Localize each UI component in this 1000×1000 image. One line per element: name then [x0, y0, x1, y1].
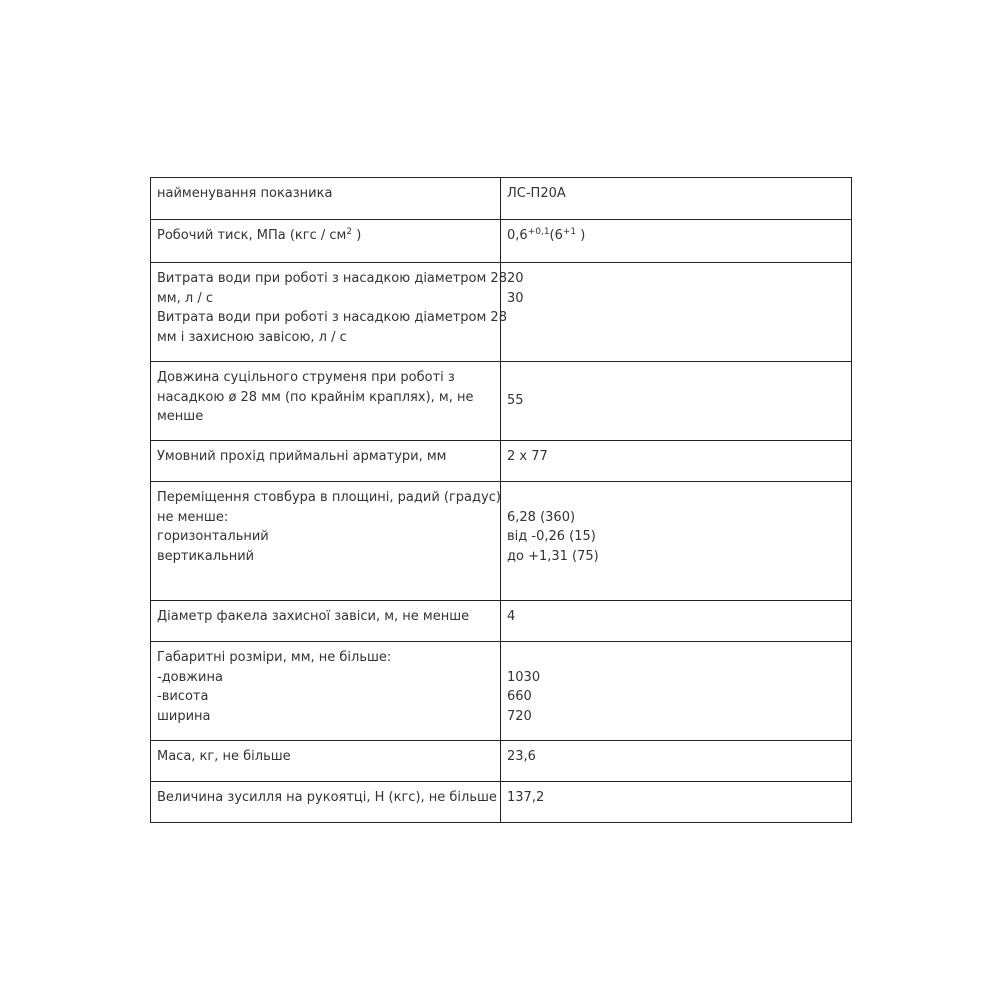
- value-text: до +1,31 (75): [507, 548, 599, 564]
- label-text: -довжина: [157, 669, 223, 685]
- value-spacer: [507, 648, 845, 668]
- label-cell: [151, 482, 501, 601]
- value-text: 55: [507, 393, 524, 409]
- label-text: Витрата води при роботі з насадкою діаметром 28: [157, 310, 507, 325]
- label-cell: [151, 741, 501, 782]
- value-superscript-1: +0,1: [527, 227, 550, 237]
- label-cell: [151, 441, 501, 482]
- value-superscript-2: +1: [562, 227, 577, 237]
- value-spacer: [507, 488, 845, 508]
- value-tail: ): [576, 228, 586, 243]
- label-text: Габаритні розміри, мм, не більше:: [157, 650, 392, 665]
- label-cell: [151, 263, 507, 362]
- value-cell: [501, 178, 852, 220]
- label-superscript: 2: [346, 227, 353, 237]
- value-text: 20: [507, 271, 524, 286]
- table-row: [151, 362, 852, 441]
- label-cell: [151, 782, 501, 823]
- label-text: мм, л / с: [157, 290, 213, 306]
- value-cell: [501, 642, 852, 741]
- label-cell: [151, 220, 501, 263]
- label-text: ширина: [157, 708, 211, 724]
- value-text: від -0,26 (15): [507, 529, 596, 544]
- label-text: Умовний прохід приймальні арматури, мм: [157, 449, 447, 464]
- label-text: -висота: [157, 689, 209, 704]
- table-row: [151, 741, 852, 782]
- label-main: Робочий тиск, МПа (кгс / см: [157, 228, 347, 243]
- value-text: 720: [507, 708, 532, 724]
- table-row: [151, 220, 852, 263]
- value-text: 23,6: [507, 749, 536, 764]
- specs-table: [150, 177, 852, 823]
- label-text: Витрата води при роботі з насадкою діаметром 28: [157, 271, 507, 286]
- label-text: горизонтальний: [157, 529, 269, 544]
- value-text: 30: [507, 290, 524, 306]
- label-text: Діаметр факела захисної завіси, м, не менше: [157, 609, 470, 624]
- label-cell: [151, 362, 501, 441]
- value-cell: [501, 741, 852, 782]
- label-cell: [151, 601, 501, 642]
- label-text: мм і захисною завісою, л / с: [157, 329, 347, 345]
- label-text: Переміщення стовбура в площині, радий (градус): [157, 490, 501, 505]
- label-cell: [151, 178, 501, 220]
- label-text: Маса, кг, не більше: [157, 749, 291, 764]
- label-text: Довжина суцільного струменя при роботі з: [157, 370, 455, 385]
- value-text: ЛС-П20А: [507, 186, 566, 201]
- value-text: 137,2: [507, 790, 545, 805]
- label-text: не менше:: [157, 509, 229, 525]
- value-cell: [501, 782, 852, 823]
- table-row: [151, 178, 852, 220]
- label-text: [157, 226, 494, 246]
- label-text: Величина зусилля на рукоятці, Н (кгс), не більше: [157, 790, 497, 805]
- label-text: вертикальний: [157, 548, 255, 564]
- value-cell: [501, 362, 852, 441]
- value-text: [507, 226, 845, 246]
- label-text: найменування показника: [157, 186, 333, 201]
- value-text: 6,28 (360): [507, 509, 576, 525]
- value-cell: [501, 482, 852, 601]
- value-cell: [501, 441, 852, 482]
- label-tail: ): [352, 228, 362, 243]
- value-cell: [501, 220, 852, 263]
- value-cell: [501, 601, 852, 642]
- label-text: менше: [157, 409, 204, 424]
- table-row: [151, 482, 852, 601]
- table-row: [151, 441, 852, 482]
- table-row: [151, 782, 852, 823]
- table-row: [151, 263, 852, 362]
- value-main: 0,6: [507, 228, 528, 243]
- value-text: 2 х 77: [507, 449, 548, 464]
- value-text: 1030: [507, 669, 541, 685]
- value-text: 660: [507, 689, 532, 704]
- table-row: [151, 601, 852, 642]
- label-cell: [151, 642, 501, 741]
- value-cell: [501, 263, 852, 362]
- label-text: насадкою ø 28 мм (по крайнім краплях), м, не: [157, 389, 474, 405]
- value-mid: (6: [549, 228, 563, 243]
- value-text: 4: [507, 609, 516, 624]
- table-row: [151, 642, 852, 741]
